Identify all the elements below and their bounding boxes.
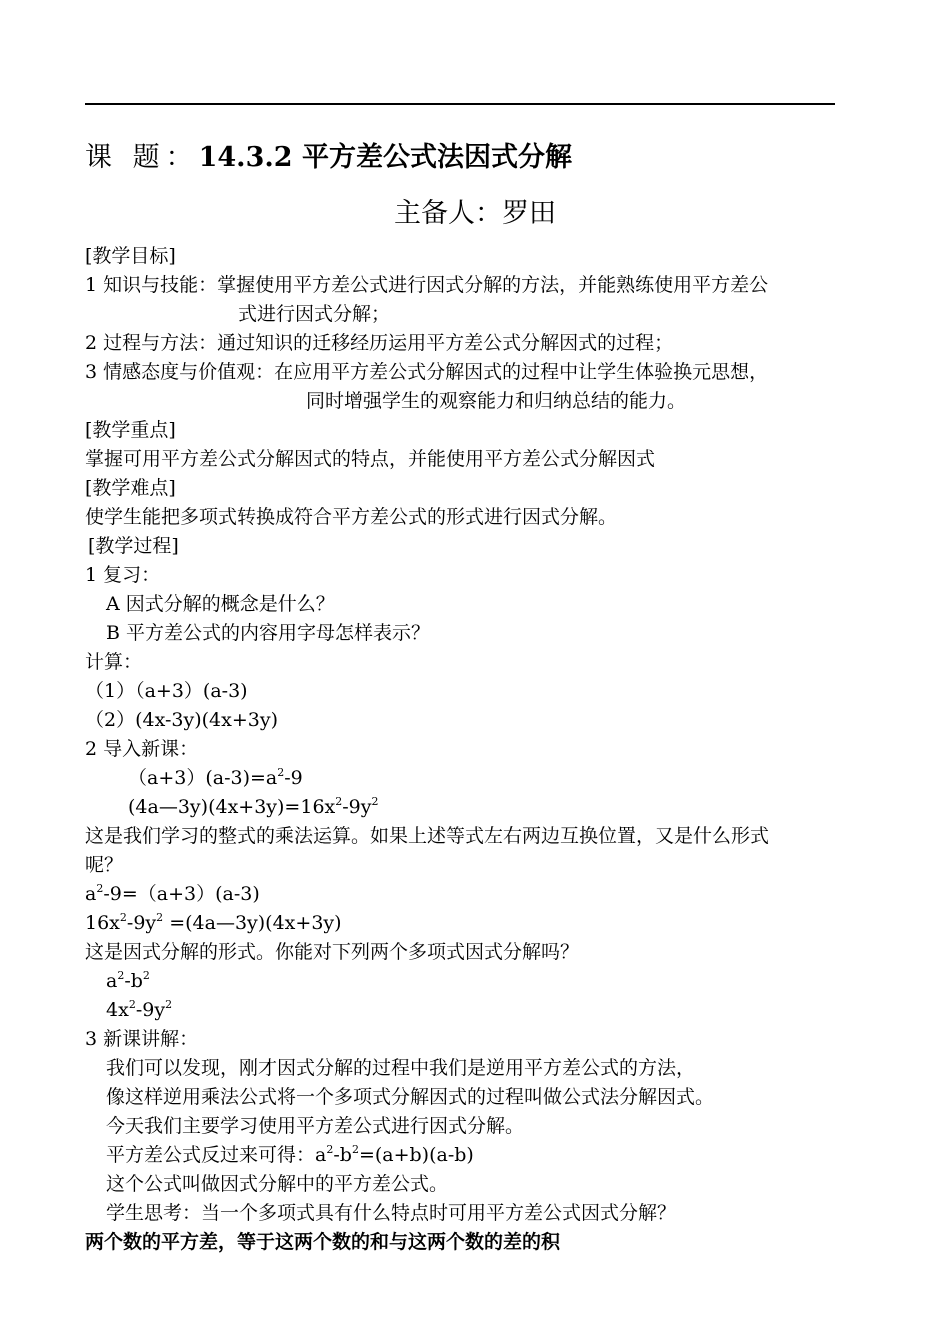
objective-2: 2 过程与方法：通过知识的迁移经历运用平方差公式分解因式的过程； <box>85 332 674 354</box>
eq1-part-a: （a+3）(a-3)=a <box>128 767 278 789</box>
n4-sup-1: 2 <box>326 1143 334 1156</box>
reverse-equation-1 <box>85 881 260 907</box>
eq1-part-b: -9 <box>284 767 303 789</box>
f2-part-b: -9y <box>135 999 166 1021</box>
eq2-part-a: (4a—3y)(4x+3y)=16x <box>128 796 336 818</box>
equation-2 <box>128 794 379 820</box>
f1-part-a: a <box>106 970 118 992</box>
lesson-title <box>85 140 572 176</box>
r2-sup-2: 2 <box>156 911 164 924</box>
n4-part-b: -b <box>333 1144 352 1166</box>
r2-sup-1: 2 <box>119 911 127 924</box>
objectives-heading: [教学目标] <box>85 245 176 267</box>
n4-sup-2: 2 <box>351 1143 359 1156</box>
calc-2: （2）(4x-3y)(4x+3y) <box>85 709 278 731</box>
factor-1 <box>106 968 150 994</box>
r1-sup-1: 2 <box>96 882 104 895</box>
new-lesson-1: 我们可以发现，刚才因式分解的过程中我们是逆用平方差公式的方法， <box>106 1057 696 1079</box>
paragraph-1: 这是我们学习的整式的乘法运算。如果上述等式左右两边互换位置，又是什么形式 <box>85 825 770 847</box>
f2-sup-1: 2 <box>128 998 136 1011</box>
process-heading: [教学过程] <box>88 535 179 557</box>
eq2-sup-2: 2 <box>371 795 379 808</box>
title-text: 14.3.2 平方差公式法因式分解 <box>198 142 572 173</box>
equation-1 <box>128 765 303 791</box>
key-points-text: 掌握可用平方差公式分解因式的特点，并能使用平方差公式分解因式 <box>85 448 656 470</box>
f2-part-a: 4x <box>106 999 129 1021</box>
author-line: 主备人：罗田 <box>394 198 556 229</box>
objective-1-cont: 式进行因式分解； <box>238 303 391 325</box>
paragraph-2: 这是因式分解的形式。你能对下列两个多项式因式分解吗？ <box>85 941 580 963</box>
review-question-b: B 平方差公式的内容用字母怎样表示？ <box>106 622 431 644</box>
eq2-part-b: -9y <box>342 796 372 818</box>
intro-label: 2 导入新课： <box>85 738 199 760</box>
new-lesson-5: 这个公式叫做因式分解中的平方差公式。 <box>106 1173 449 1195</box>
header-rule <box>85 103 835 105</box>
new-lesson-6: 学生思考：当一个多项式具有什么特点时可用平方差公式因式分解？ <box>106 1202 677 1224</box>
r2-part-b: -9y <box>126 912 157 934</box>
f1-sup-1: 2 <box>117 969 125 982</box>
new-lesson-label: 3 新课讲解： <box>85 1028 199 1050</box>
r1-part-b: -9=（a+3）(a-3) <box>103 883 260 905</box>
n4-part-c: =(a+b)(a-b) <box>358 1144 474 1166</box>
n4-part-a: 平方差公式反过来可得：a <box>106 1144 327 1166</box>
difficulties-heading: [教学难点] <box>85 477 176 499</box>
title-label: 课 题： <box>85 142 199 173</box>
key-points-heading: [教学重点] <box>85 419 176 441</box>
r1-part-a: a <box>85 883 97 905</box>
objective-3-cont: 同时增强学生的观察能力和归纳总结的能力。 <box>306 390 687 412</box>
calc-1: （1）（a+3）(a-3) <box>85 680 248 702</box>
review-label: 1 复习： <box>85 564 161 586</box>
eq1-sup-1: 2 <box>277 766 285 779</box>
factor-2 <box>106 997 172 1023</box>
new-lesson-2: 像这样逆用乘法公式将一个多项式分解因式的过程叫做公式法分解因式。 <box>106 1086 715 1108</box>
reverse-equation-2 <box>85 910 342 936</box>
f1-sup-2: 2 <box>142 969 150 982</box>
r2-part-a: 16x <box>85 912 120 934</box>
f2-sup-2: 2 <box>165 998 173 1011</box>
objective-3: 3 情感态度与价值观：在应用平方差公式分解因式的过程中让学生体验换元思想， <box>85 361 769 383</box>
new-lesson-4 <box>106 1142 474 1168</box>
review-question-a: A 因式分解的概念是什么？ <box>106 593 335 615</box>
conclusion: 两个数的平方差，等于这两个数的和与这两个数的差的积 <box>85 1231 561 1253</box>
calc-label: 计算： <box>85 651 143 673</box>
f1-part-b: -b <box>124 970 143 992</box>
difficulties-text: 使学生能把多项式转换成符合平方差公式的形式进行因式分解。 <box>85 506 618 528</box>
new-lesson-3: 今天我们主要学习使用平方差公式进行因式分解。 <box>106 1115 525 1137</box>
objective-1: 1 知识与技能：掌握使用平方差公式进行因式分解的方法，并能熟练使用平方差公 <box>85 274 769 296</box>
r2-part-c: =(4a—3y)(4x+3y) <box>163 912 342 934</box>
eq2-sup-1: 2 <box>335 795 343 808</box>
paragraph-1-cont: 呢？ <box>85 854 124 876</box>
